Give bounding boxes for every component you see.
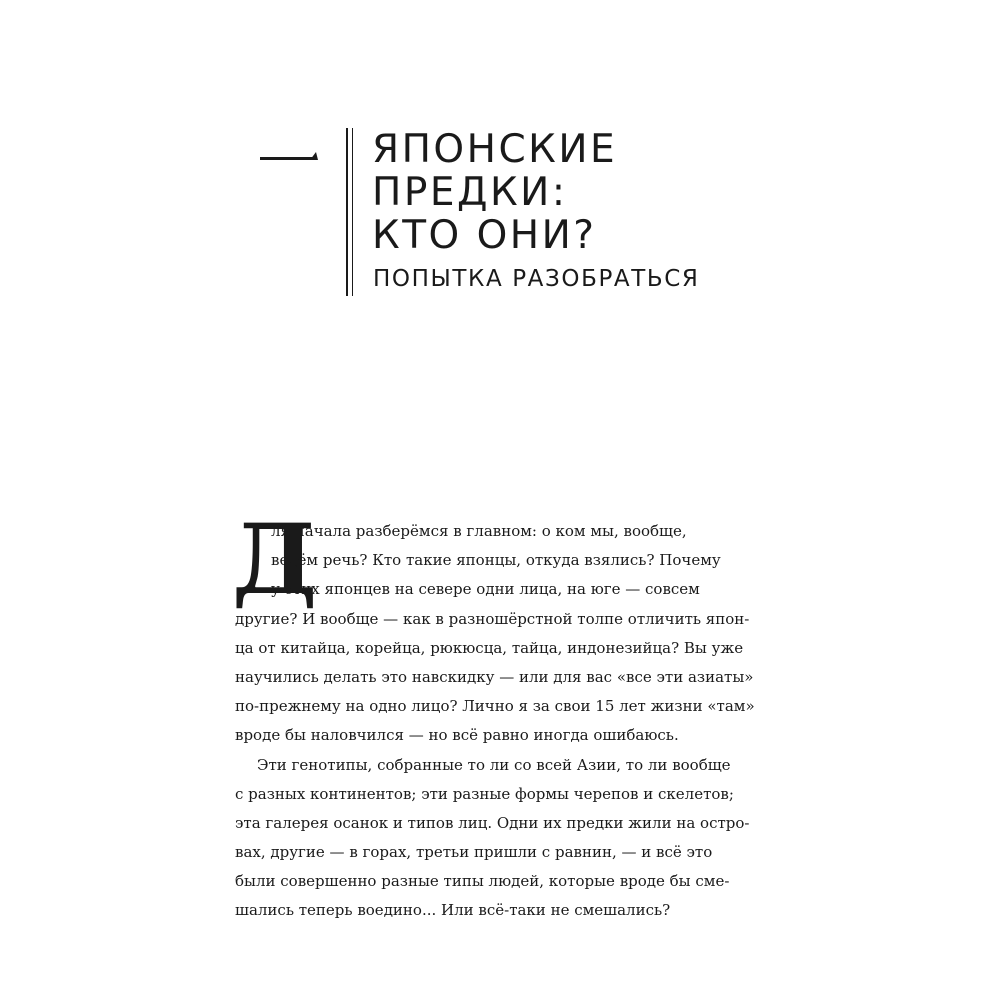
chapter-title-line: ПРЕДКИ: (372, 170, 568, 215)
chapter-ornament-rule (260, 150, 322, 164)
chapter-subtitle: ПОПЫТКА РАЗОБРАТЬСЯ (373, 266, 700, 292)
body-text (235, 517, 755, 926)
text-line: у этих японцев на севере одни лица, на юге — совсем (271, 580, 700, 599)
chapter-title-line: КТО ОНИ? (372, 213, 597, 258)
paragraph-2 (235, 751, 750, 926)
chapter-title (372, 128, 617, 257)
drop-cap: Д (232, 503, 318, 616)
chapter-title-line: ЯПОНСКИЕ (372, 127, 618, 172)
text-line: были совершенно разные типы людей, которые вроде бы сме- (235, 872, 730, 891)
text-line: с разных континентов; эти разные формы черепов и скелетов; (235, 784, 734, 803)
text-line: ля начала разберёмся в главном: о ком мы, вообще, (271, 522, 687, 540)
text-line: научились делать это навскидку — или для вас «все эти азиаты» (235, 667, 754, 686)
paragraph-1 (235, 517, 755, 751)
text-line: Эти генотипы, собранные то ли со всей Азии, то ли вообще (257, 755, 731, 774)
text-line: вроде бы наловчился — но всё равно иногда ошибаюсь. (235, 726, 679, 745)
text-line: эта галерея осанок и типов лиц. Одни их предки жили на остро- (235, 813, 750, 832)
text-line: вах, другие — в горах, третьи пришли с равнин, — и всё это (235, 843, 713, 862)
text-line: другие? И вообще — как в разношёрстной толпе отличить япон- (235, 609, 750, 628)
heading-vertical-rule (346, 128, 348, 296)
text-line: по-прежнему на одно лицо? Лично я за свои 15 лет жизни «там» (235, 697, 755, 716)
text-line: шались теперь воедино... Или всё-таки не смешались? (235, 901, 671, 920)
text-line: ведём речь? Кто такие японцы, откуда взялись? Почему (271, 551, 721, 570)
heading-vertical-rule-thin (352, 128, 353, 296)
text-line: ца от китайца, корейца, рюкюсца, тайца, индонезийца? Вы уже (235, 638, 744, 657)
